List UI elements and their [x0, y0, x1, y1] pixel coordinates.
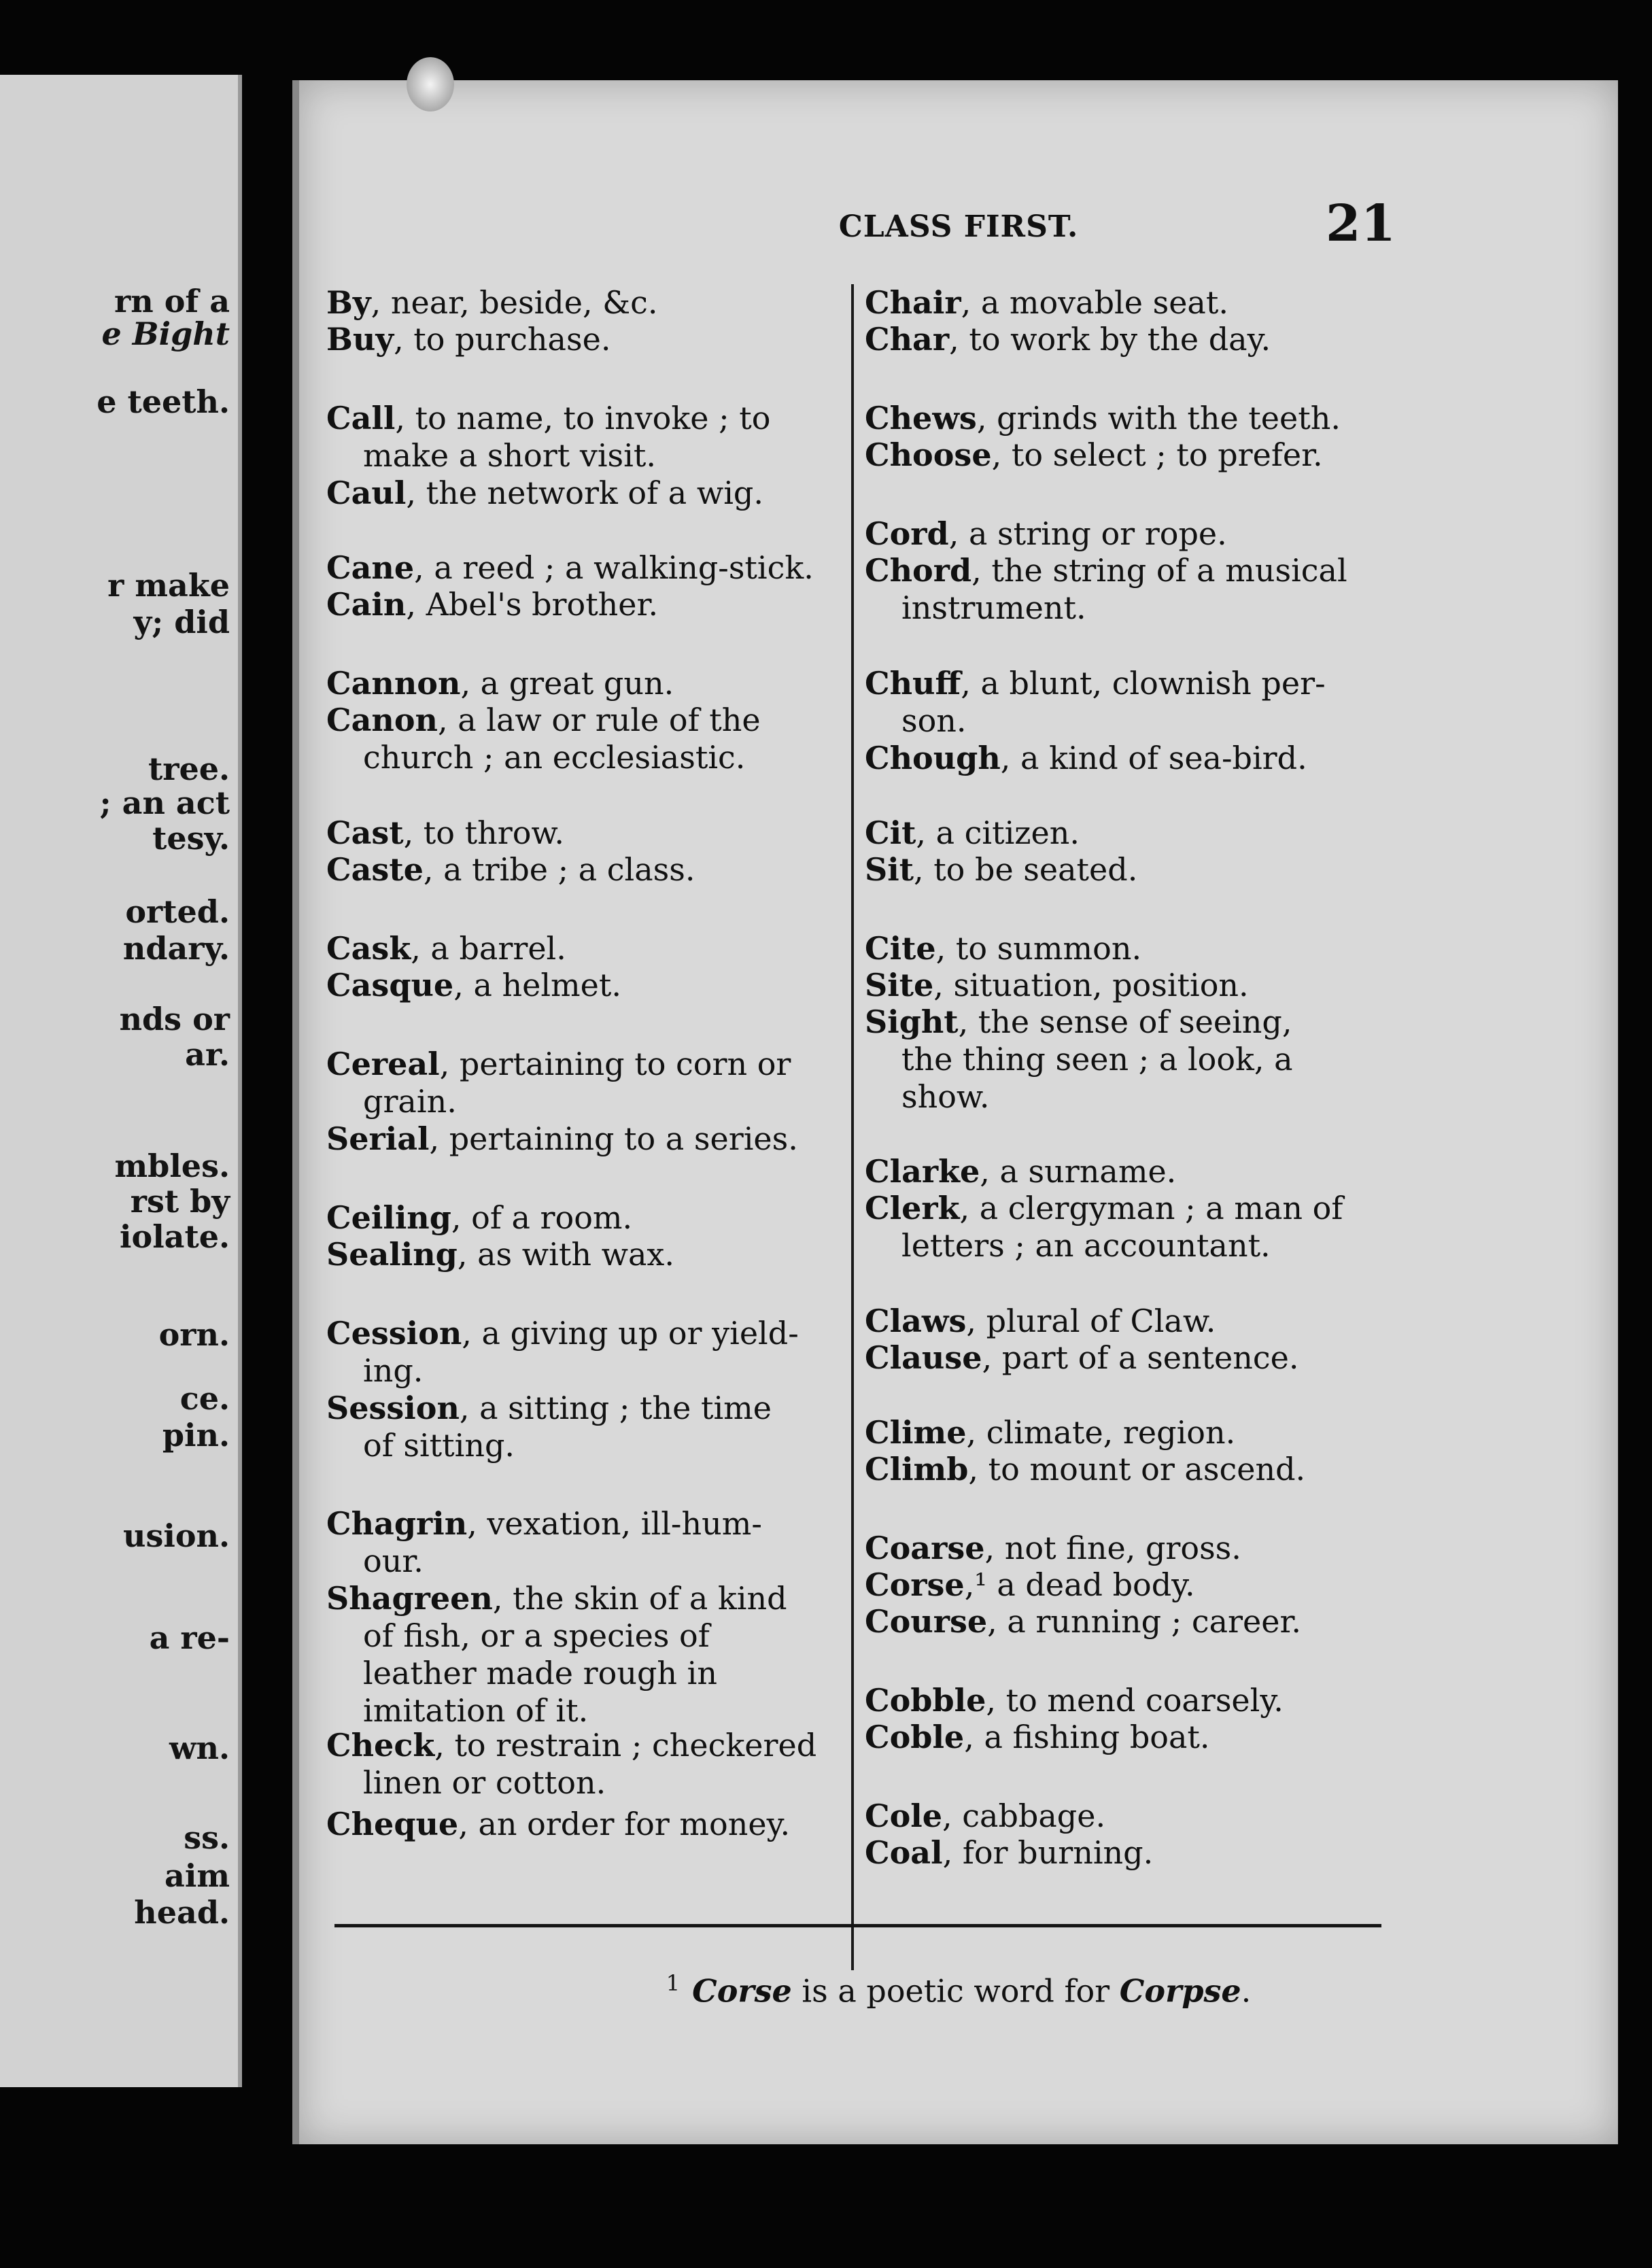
definition-continuation: of fish, or a species of [363, 1617, 710, 1654]
headword: Cobble [865, 1682, 986, 1719]
dictionary-entry [326, 284, 843, 322]
entry-line [865, 665, 1381, 702]
definition: , plural of Claw. [966, 1303, 1216, 1339]
dictionary-entry [326, 1806, 843, 1843]
entry-line [326, 851, 843, 889]
headword: Cain [326, 586, 407, 623]
definition: , an order for money. [458, 1806, 791, 1842]
headword: Course [865, 1603, 988, 1640]
fragment-line: y; did [133, 604, 230, 640]
headword: Cask [326, 930, 411, 967]
definition: , a string or rope. [948, 515, 1227, 552]
footnote-text: is a poetic word for [791, 1972, 1120, 2010]
definition: , to mend coarsely. [986, 1682, 1284, 1719]
dictionary-entry [326, 549, 843, 587]
definition: , the skin of a kind [492, 1580, 787, 1617]
definition-continuation: linen or cotton. [363, 1764, 606, 1801]
entry-line [326, 814, 843, 852]
definition: , to be seated. [913, 851, 1138, 888]
entry-line [865, 1303, 1381, 1340]
dictionary-entry [865, 284, 1381, 322]
definition: , a reed ; a walking-stick. [414, 549, 814, 586]
definition: , the string of a musical [971, 552, 1347, 589]
fragment-line: rn of a [114, 283, 230, 320]
footnote-end: . [1241, 1972, 1252, 2010]
definition: , a movable seat. [961, 284, 1228, 321]
dictionary-entry [326, 1727, 843, 1802]
headword: Cole [865, 1798, 943, 1834]
headword: Chuff [865, 665, 961, 702]
footnote-word: Corpse [1119, 1972, 1241, 2010]
definition: , a helmet. [453, 967, 622, 1003]
definition: , pertaining to corn or [439, 1046, 791, 1082]
fragment-line: aim [165, 1857, 230, 1894]
dictionary-entry [326, 321, 843, 358]
entry-line [865, 515, 1381, 553]
definition: , a barrel. [411, 930, 566, 967]
entry-line [326, 930, 843, 967]
headword: Chord [865, 552, 972, 589]
dictionary-entry [865, 1451, 1381, 1488]
headword: Chews [865, 400, 977, 436]
definition-continuation: of sitting. [363, 1427, 515, 1464]
entry-line [326, 665, 843, 702]
dictionary-entry [326, 475, 843, 512]
dictionary-entry [865, 1414, 1381, 1451]
definition: , a blunt, clownish per- [961, 665, 1326, 702]
definition: , a citizen. [916, 814, 1080, 851]
headword: Chough [865, 740, 1001, 776]
dictionary-entry [865, 1603, 1381, 1640]
headword: Char [865, 321, 950, 358]
dictionary-entry [326, 1580, 843, 1730]
fragment-line: tree. [148, 751, 230, 787]
definition: , a kind of sea-bird. [1000, 740, 1307, 776]
headword: Sit [865, 851, 914, 888]
definition: , to throw. [403, 814, 564, 851]
entry-line [326, 1199, 843, 1237]
headword: Cit [865, 814, 916, 851]
definition: , a sitting ; the time [459, 1390, 772, 1426]
headword: Serial [326, 1120, 430, 1157]
fragment-line: orted. [125, 893, 230, 930]
definition: , a running ; career. [987, 1603, 1302, 1640]
entry-line [865, 1834, 1381, 1872]
entry-line [326, 321, 843, 358]
dictionary-entry [326, 1120, 843, 1158]
definition: , the network of a wig. [406, 475, 763, 511]
headword: Cereal [326, 1046, 440, 1082]
headword: Caste [326, 851, 424, 888]
definition: , of a room. [451, 1199, 633, 1236]
definition: , vexation, ill-hum- [467, 1505, 762, 1542]
dictionary-entry [865, 851, 1381, 889]
fragment-line: e teeth. [97, 383, 230, 420]
headword: Cheque [326, 1806, 459, 1842]
headword: Chair [865, 284, 961, 321]
fragment-line: a re- [149, 1619, 230, 1656]
definition-continuation: the thing seen ; a look, a [901, 1041, 1293, 1078]
headword: Shagreen [326, 1580, 493, 1617]
dictionary-entry [326, 1390, 843, 1464]
entry-line [865, 1603, 1381, 1640]
definition: , grinds with the teeth. [976, 400, 1341, 436]
headword: Coarse [865, 1530, 985, 1566]
dictionary-entry [865, 930, 1381, 967]
headword: Sealing [326, 1236, 458, 1273]
fragment-line: iolate. [120, 1218, 230, 1255]
dictionary-entry [865, 1566, 1381, 1604]
dictionary-entry [865, 1190, 1381, 1265]
entry-line [326, 549, 843, 587]
fragment-line: nds or [119, 1001, 230, 1037]
headword: Cast [326, 814, 404, 851]
dictionary-entry [326, 1236, 843, 1273]
dictionary-entry [865, 967, 1381, 1004]
entry-line [326, 1580, 843, 1617]
entry-line [865, 1451, 1381, 1488]
entry-line [326, 967, 843, 1004]
headword: Claws [865, 1303, 967, 1339]
definition-continuation: son. [901, 702, 967, 739]
dictionary-entry [865, 740, 1381, 777]
entry-line [326, 475, 843, 512]
definition: , a fishing boat. [964, 1719, 1210, 1755]
dictionary-entry [865, 436, 1381, 474]
dictionary-entry [326, 702, 843, 776]
headword: Cane [326, 549, 415, 586]
entry-line [865, 321, 1381, 358]
definition-continuation: our. [363, 1543, 424, 1579]
definition: , to mount or ascend. [968, 1451, 1306, 1488]
entry-line [326, 1046, 843, 1083]
definition: , Abel's brother. [406, 586, 659, 623]
entry-line [865, 851, 1381, 889]
headword: By [326, 284, 371, 321]
headword: Choose [865, 436, 992, 473]
running-head: CLASS FIRST. [838, 209, 1079, 244]
facing-page-fragment [0, 75, 242, 2087]
headword: Climb [865, 1451, 969, 1488]
definition: , as with wax. [457, 1236, 674, 1273]
entry-line [326, 586, 843, 623]
definition-continuation: instrument. [901, 589, 1086, 626]
headword: Session [326, 1390, 460, 1426]
headword: Cession [326, 1315, 462, 1352]
fragment-line: ndary. [122, 930, 230, 967]
dictionary-entry [865, 665, 1381, 740]
entry-line [865, 400, 1381, 437]
headword: Canon [326, 702, 438, 738]
headword: Corse [865, 1566, 965, 1603]
dictionary-entry [865, 1682, 1381, 1719]
dictionary-entry [326, 1315, 843, 1390]
entry-line [326, 1727, 843, 1764]
dictionary-entry [865, 552, 1381, 627]
definition: , not fine, gross. [984, 1530, 1241, 1566]
definition-continuation: imitation of it. [363, 1692, 589, 1729]
headword: Clarke [865, 1153, 980, 1190]
entry-line [865, 552, 1381, 589]
headword: Site [865, 967, 934, 1003]
definition: , to work by the day. [949, 321, 1271, 358]
entry-line [865, 814, 1381, 852]
fragment-line: r make [107, 567, 230, 604]
entry-line [865, 930, 1381, 967]
entry-line [326, 400, 843, 437]
entry-line [326, 1315, 843, 1352]
dictionary-entry [865, 515, 1381, 553]
definition: , to summon. [935, 930, 1142, 967]
dictionary-entry [865, 1339, 1381, 1377]
definition: , to purchase. [394, 321, 611, 358]
definition: , a tribe ; a class. [423, 851, 695, 888]
paper-blemish [407, 57, 454, 111]
entry-line [865, 1682, 1381, 1719]
entry-line [865, 1530, 1381, 1567]
dictionary-entry [326, 586, 843, 623]
dictionary-entry [326, 1046, 843, 1120]
fragment-line: ss. [184, 1819, 230, 1856]
definition-continuation: church ; an ecclesiastic. [363, 739, 746, 776]
fragment-line: head. [134, 1894, 230, 1931]
headword: Ceiling [326, 1199, 451, 1236]
fragment-line: ce. [179, 1380, 230, 1417]
dictionary-entry [326, 665, 843, 702]
definition: , a great gun. [460, 665, 674, 702]
headword: Clause [865, 1339, 982, 1376]
definition: , to name, to invoke ; to [395, 400, 771, 436]
headword: Clerk [865, 1190, 960, 1226]
entry-line [865, 1798, 1381, 1835]
dictionary-entry [326, 1199, 843, 1237]
entry-line [326, 1236, 843, 1273]
entry-line [865, 1153, 1381, 1190]
footnote-rule [334, 1924, 1381, 1927]
headword: Call [326, 400, 396, 436]
entry-line [865, 1414, 1381, 1451]
dictionary-entry [326, 967, 843, 1004]
entry-line [865, 1566, 1381, 1604]
fragment-line: e Bight [101, 315, 230, 352]
book-page [292, 80, 1618, 2144]
dictionary-entry [326, 1505, 843, 1580]
headword: Sight [865, 1003, 959, 1040]
fragment-line: tesy. [152, 820, 230, 857]
dictionary-entry [326, 930, 843, 967]
fragment-line: wn. [169, 1730, 230, 1766]
footnote [299, 1970, 1618, 2009]
dictionary-entry [865, 1153, 1381, 1190]
definition-continuation: show. [901, 1078, 990, 1115]
headword: Cannon [326, 665, 461, 702]
footnote-word: Corse [692, 1972, 792, 2010]
fragment-line: mbles. [114, 1148, 230, 1184]
definition-continuation: letters ; an accountant. [901, 1227, 1271, 1264]
definition: , a giving up or yield- [462, 1315, 799, 1352]
fragment-line: usion. [123, 1517, 230, 1554]
headword: Cord [865, 515, 949, 552]
headword: Coble [865, 1719, 965, 1755]
dictionary-entry [326, 400, 843, 475]
definition: , pertaining to a series. [429, 1120, 798, 1157]
entry-line [326, 1505, 843, 1543]
headword: Caul [326, 475, 407, 511]
headword: Buy [326, 321, 394, 358]
dictionary-entry [865, 400, 1381, 437]
definition-continuation: make a short visit. [363, 437, 656, 474]
fragment-line: ; an act [99, 785, 230, 821]
dictionary-entry [865, 1834, 1381, 1872]
headword: Chagrin [326, 1505, 468, 1542]
entry-line [865, 1003, 1381, 1041]
dictionary-entry [865, 321, 1381, 358]
entry-line [326, 702, 843, 739]
definition-continuation: leather made rough in [363, 1655, 717, 1691]
definition: , to restrain ; checkered [434, 1727, 817, 1764]
entry-line [326, 284, 843, 322]
definition: , part of a sentence. [982, 1339, 1299, 1376]
headword: Clime [865, 1414, 967, 1451]
headword: Coal [865, 1834, 943, 1871]
definition: , for burning. [942, 1834, 1154, 1871]
headword: Casque [326, 967, 454, 1003]
page-number: 21 [1326, 194, 1396, 253]
dictionary-entry [865, 1303, 1381, 1340]
definition: , situation, position. [933, 967, 1249, 1003]
entry-line [326, 1806, 843, 1843]
dictionary-entry [865, 1719, 1381, 1756]
entry-line [865, 1190, 1381, 1227]
definition: , a law or rule of the [438, 702, 761, 738]
dictionary-entry [326, 814, 843, 852]
fragment-line: orn. [158, 1316, 230, 1353]
definition: , climate, region. [966, 1414, 1236, 1451]
dictionary-entry [865, 1530, 1381, 1567]
definition: , cabbage. [942, 1798, 1106, 1834]
fragment-line: rst by [130, 1183, 230, 1220]
headword: Cite [865, 930, 936, 967]
definition: , a clergyman ; a man of [959, 1190, 1343, 1226]
definition: , near, beside, &c. [371, 284, 658, 321]
entry-line [865, 740, 1381, 777]
dictionary-entry [865, 814, 1381, 852]
entry-line [865, 967, 1381, 1004]
entry-line [326, 1390, 843, 1427]
definition-continuation: grain. [363, 1083, 457, 1120]
dictionary-entry [865, 1798, 1381, 1835]
entry-line [865, 284, 1381, 322]
definition: , the sense of seeing, [958, 1003, 1292, 1040]
definition: ,¹ a dead body. [964, 1566, 1195, 1603]
entry-line [865, 1719, 1381, 1756]
entry-line [865, 436, 1381, 474]
definition-continuation: ing. [363, 1352, 424, 1389]
entry-line [326, 1120, 843, 1158]
footnote-number: 1 [666, 1970, 681, 1996]
fragment-line: ar. [185, 1036, 230, 1073]
definition: , a surname. [980, 1153, 1177, 1190]
column-divider [851, 284, 854, 1970]
dictionary-entry [326, 851, 843, 889]
headword: Check [326, 1727, 435, 1764]
fragment-line: pin. [162, 1417, 230, 1454]
definition: , to select ; to prefer. [991, 436, 1323, 473]
entry-line [865, 1339, 1381, 1377]
dictionary-entry [865, 1003, 1381, 1116]
